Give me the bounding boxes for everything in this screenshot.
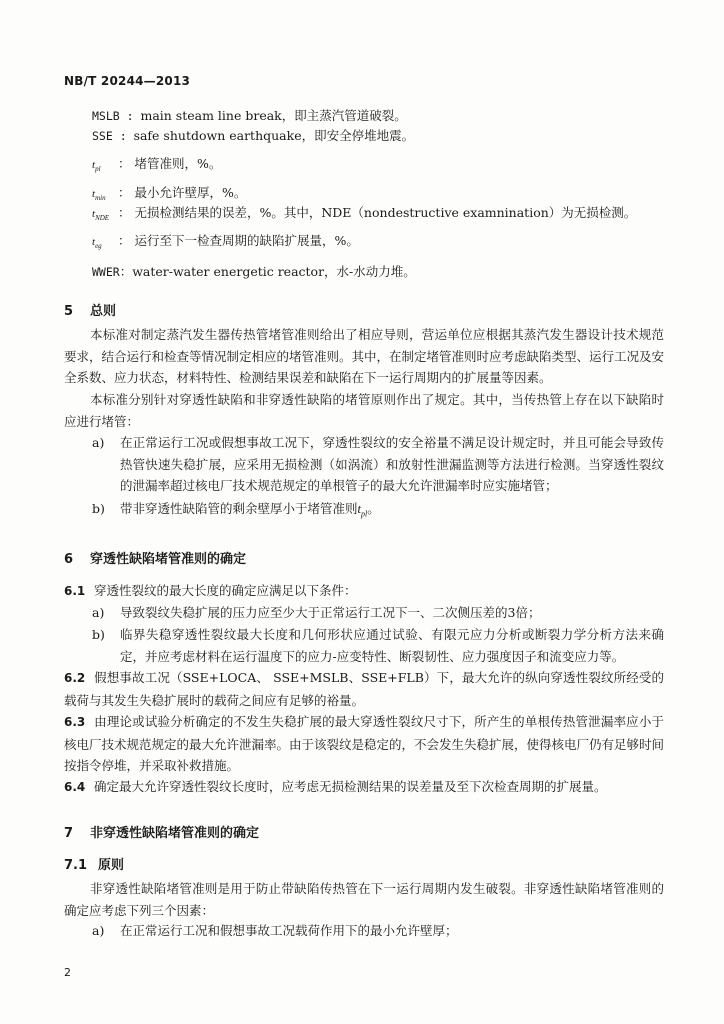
clause-6-1 — [64, 580, 664, 603]
clause-text: 穿透性裂纹的最大长度的确定应满足以下条件： — [94, 583, 357, 598]
standard-code-header: NB/T 20244—2013 — [64, 74, 191, 88]
clause-6-1-item-a — [92, 602, 664, 624]
section-number: 5 — [64, 304, 74, 319]
symbol-t-nde — [92, 203, 636, 222]
item-label: a) — [92, 923, 105, 938]
symbol-term: $t_{eg}$ — [92, 236, 102, 251]
clause-6-1-item-b — [92, 624, 664, 667]
abbreviation-term: MSLB — [92, 109, 120, 123]
symbol-definition: ： 无损检测结果的误差，%。其中，NDE（nondestructive examnination）为无损检测。 — [118, 205, 637, 220]
abbreviation-separator: : — [119, 109, 141, 123]
section-5-item-b — [92, 498, 664, 525]
abbreviation-definition: ：water-water energetic reactor，水-水动力堆。 — [119, 264, 416, 279]
symbol-term: $t_{min}$ — [92, 188, 106, 203]
item-label: b) — [92, 501, 105, 516]
item-text: 临界失稳穿透性裂纹最大长度和几何形状应通过试验、有限元应力分析或断裂力学分析方法来确定，并应考虑材料在运行温度下的应力-应变特性、断裂韧性、应力强度因子和流变应力等。 — [120, 627, 664, 664]
clause-number: 6.2 — [64, 671, 86, 685]
section-7-heading — [64, 822, 259, 841]
subsection-7-1-heading — [64, 854, 124, 873]
abbreviation-definition: safe shutdown earthquake，即安全停堆地震。 — [133, 128, 415, 143]
section-5-heading — [64, 300, 116, 319]
item-text-end: 。 — [367, 501, 380, 516]
section-5-paragraph-2: 本标准分别针对穿透性缺陷和非穿透性缺陷的堵管原则作出了规定。其中，当传热管上存在以下缺陷时应进行堵管： — [64, 392, 664, 429]
subsection-number: 7.1 — [64, 858, 88, 873]
clause-text: 确定最大允许穿透性裂纹长度时，应考虑无损检测结果的误差量及至下次检查周期的扩展量。 — [94, 779, 607, 794]
abbreviation-term: SSE — [92, 129, 113, 143]
symbol-t-pl — [92, 154, 221, 173]
section-5-item-a — [92, 432, 664, 497]
section-number: 7 — [64, 826, 74, 841]
symbol-definition: ： 运行至下一检查周期的缺陷扩展量，%。 — [118, 233, 359, 248]
clause-number: 6.4 — [64, 780, 86, 794]
item-text: 在正常运行工况和假想事故工况载荷作用下的最小允许壁厚； — [120, 923, 458, 938]
symbol-term: $t_{NDE}$ — [92, 208, 110, 223]
clause-6-2 — [64, 667, 664, 711]
clause-number: 6.1 — [64, 584, 86, 598]
clause-number: 6.3 — [64, 715, 86, 729]
clause-6-4 — [64, 776, 664, 799]
item-label: b) — [92, 627, 105, 642]
item-label: a) — [92, 435, 105, 450]
clause-6-3 — [64, 711, 664, 777]
page-number: 2 — [64, 966, 71, 979]
abbreviation-mslb — [92, 106, 407, 124]
section-5-paragraph-1: 本标准对制定蒸汽发生器传热管堵管准则给出了相应导则，营运单位应根据其蒸汽发生器设计技术规范要求，结合运行和检查等情况制定相应的堵管准则。其中，在制定堵管准则时应考虑缺陷类型、运行工况及安全系数、应力状态，材料特性、检测结果误差和缺陷在下一运行周期内的扩展量等因素。 — [64, 327, 665, 385]
section-number: 6 — [64, 552, 74, 567]
symbol-definition: ： 最小允许壁厚，%。 — [118, 185, 247, 200]
item-text: 在正常运行工况或假想事故工况下，穿透性裂纹的安全裕量不满足设计规定时，并且可能会导致传热管快速失稳扩展，应采用无损检测（如涡流）和放射性泄漏监测等方法进行检测。当穿透性裂纹的泄漏率超过核电厂技术规范规定的单根管子的最大允许泄漏率时应实施堵管； — [120, 435, 664, 493]
clause-text: 由理论或试验分析确定的不发生失稳扩展的最大穿透性裂纹尺寸下，所产生的单根传热管泄漏率应小于核电厂技术规范规定的最大允许泄漏率。由于该裂纹是稳定的，不会发生失稳扩展，使得核电厂仍有足够时间按指令停堆，并采取补救措施。 — [64, 714, 665, 773]
t-pl-symbol: $t_{pl}$ — [357, 502, 368, 519]
subsection-title: 原则 — [98, 858, 125, 873]
abbreviation-wwer — [92, 262, 416, 280]
item-text: 带非穿透性缺陷管的剩余壁厚小于堵管准则 — [120, 501, 358, 516]
section-7-1-paragraph: 非穿透性缺陷堵管准则是用于防止带缺陷传热管在下一运行周期内发生破裂。非穿透性缺陷堵管准则的确定应考虑下列三个因素： — [64, 881, 664, 918]
clause-text: 假想事故工况（SSE+LOCA、 SSE+MSLB、SSE+FLB）下，最大允许的纵向穿透性裂纹所经受的载荷与其发生失稳扩展时的载荷之间应有足够的裕量。 — [64, 670, 664, 708]
symbol-t-eg — [92, 231, 359, 250]
symbol-t-min — [92, 183, 246, 202]
symbol-definition: ： 堵管准则，%。 — [118, 156, 222, 171]
abbreviation-sse — [92, 126, 414, 144]
section-title: 穿透性缺陷堵管准则的确定 — [90, 552, 247, 567]
section-title: 总则 — [90, 304, 117, 319]
section-6-heading — [64, 548, 246, 567]
abbreviation-term: WWER — [92, 265, 120, 279]
abbreviation-separator: : — [112, 129, 134, 143]
item-text: 导致裂纹失稳扩展的压力应至少大于正常运行工况下一、二次侧压差的3倍； — [120, 605, 541, 620]
section-title: 非穿透性缺陷堵管准则的确定 — [90, 826, 260, 841]
section-7-1-item-a — [92, 920, 664, 942]
abbreviation-definition: main steam line break，即主蒸汽管道破裂。 — [140, 108, 407, 123]
item-label: a) — [92, 605, 105, 620]
symbol-term: $t_{pl}$ — [92, 159, 101, 174]
